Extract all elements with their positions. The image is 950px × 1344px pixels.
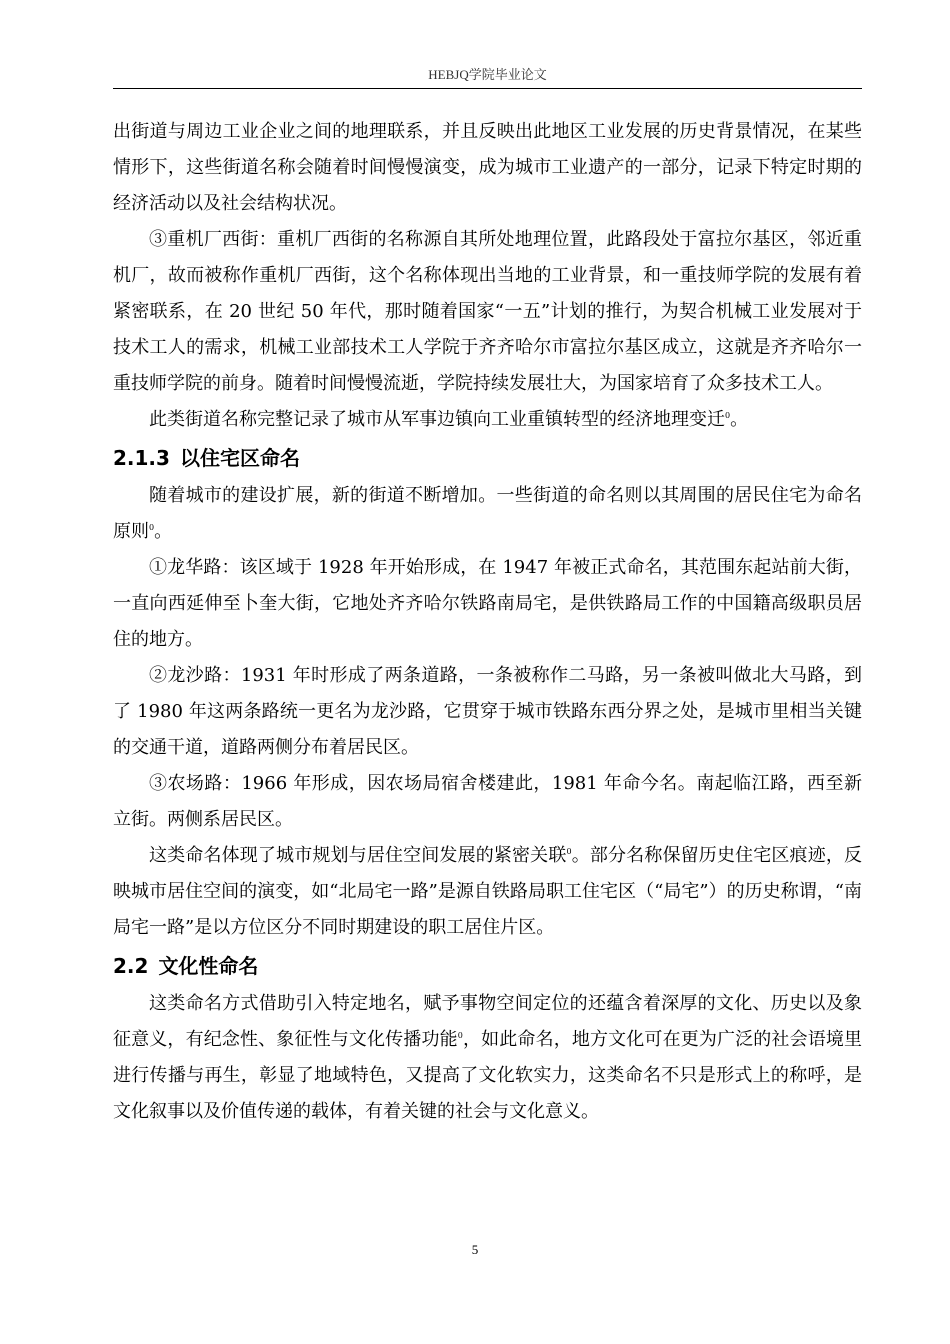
citation-marker: 0 — [457, 1031, 463, 1040]
paragraph-cultural-naming — [113, 986, 862, 1130]
section-title: 文化性命名 — [158, 954, 259, 978]
section-heading-2-2 — [113, 946, 862, 986]
paragraph-heavy-machinery-street: ③重机厂西街：重机厂西街的名称源自其所处地理位置，此路段处于富拉尔基区，邻近重机厂，故而被称作重机厂西街，这个名称体现出当地的工业背景，和一重技师学院的发展有着紧密联系，在 20 世纪 50 年代，那时随着国家“一五”计划的推行，为契合机械工业发展对于技术工人的需求，机械工业部技术工人学院于齐齐哈尔市富拉尔基区成立，这就是齐齐哈尔一重技师学院的前身。随着时间慢慢流逝，学院持续发展壮大，为国家培育了众多技术工人。 — [113, 229, 862, 394]
paragraph-text-end: ，如此命名，地方文化可在更为广泛的社会语境里进行传播与再生，彰显了地域特色，又提高了文化软实力，这类命名不只是形式上的称呼，是文化叙事以及价值传递的载体，有着关键的社会与文化意义。 — [113, 1029, 863, 1122]
paragraph-continuation: 出街道与周边工业企业之间的地理联系，并且反映出此地区工业发展的历史背景情况，在某些情形下，这些街道名称会随着时间慢慢演变，成为城市工业遗产的一部分，记录下特定时期的经济活动以及社会结构状况。 — [113, 121, 862, 214]
paragraph-residential-summary — [113, 838, 862, 946]
section-number: 2.1.3 — [113, 446, 170, 470]
paragraph-text-end: 。 — [730, 409, 749, 430]
header-divider — [113, 88, 862, 89]
page-number: 5 — [471, 1242, 479, 1257]
section-title: 以住宅区命名 — [179, 446, 300, 470]
citation-marker: 0 — [566, 847, 572, 856]
citation-marker: 0 — [149, 523, 155, 532]
paragraph-text: 这类命名体现了城市规划与居住空间发展的紧密关联 — [149, 845, 567, 866]
paragraph-longsha-road: ②龙沙路：1931 年时形成了两条道路，一条被称作二马路，另一条被叫做北大马路，到了 1980 年这两条路统一更名为龙沙路，它贯穿于城市铁路东西分界之处，是城市里相当关键的交通干道，道路两侧分布着居民区。 — [113, 665, 862, 758]
section-heading-2-1-3 — [113, 438, 862, 478]
page-body — [113, 114, 862, 1130]
paragraph-residential-intro — [113, 478, 862, 550]
paragraph-text: 这类命名方式借助引入特定地名，赋予事物空间定位的还蕴含着深厚的文化、历史以及象征意义，有纪念性、象征性与文化传播功能 — [113, 993, 862, 1050]
page-header: HEBJQ学院毕业论文 — [428, 67, 547, 82]
paragraph-nongchang-road: ③农场路：1966 年形成，因农场局宿舍楼建此，1981 年命今名。南起临江路，西至新立街。两侧系居民区。 — [113, 773, 862, 830]
citation-marker: 0 — [725, 411, 731, 420]
paragraph-industrial-summary — [113, 402, 862, 438]
paragraph-text: 随着城市的建设扩展，新的街道不断增加。一些街道的命名则以其周围的居民住宅为命名原则 — [113, 485, 862, 542]
paragraph-text: 此类街道名称完整记录了城市从军事边镇向工业重镇转型的经济地理变迁 — [149, 409, 725, 430]
paragraph-text-end: 。部分名称保留历史住宅区痕迹，反映城市居住空间的演变，如“北局宅一路”是源自铁路局职工住宅区（“局宅”）的历史称谓，“南局宅一路”是以方位区分不同时期建设的职工居住片区。 — [113, 845, 862, 938]
section-number: 2.2 — [113, 954, 149, 978]
paragraph-text-end: 。 — [154, 521, 173, 542]
paragraph-longhua-road: ①龙华路：该区域于 1928 年开始形成，在 1947 年被正式命名，其范围东起站前大街，一直向西延伸至卜奎大街，它地处齐齐哈尔铁路南局宅，是供铁路局工作的中国籍高级职员居住的地方。 — [113, 557, 862, 650]
